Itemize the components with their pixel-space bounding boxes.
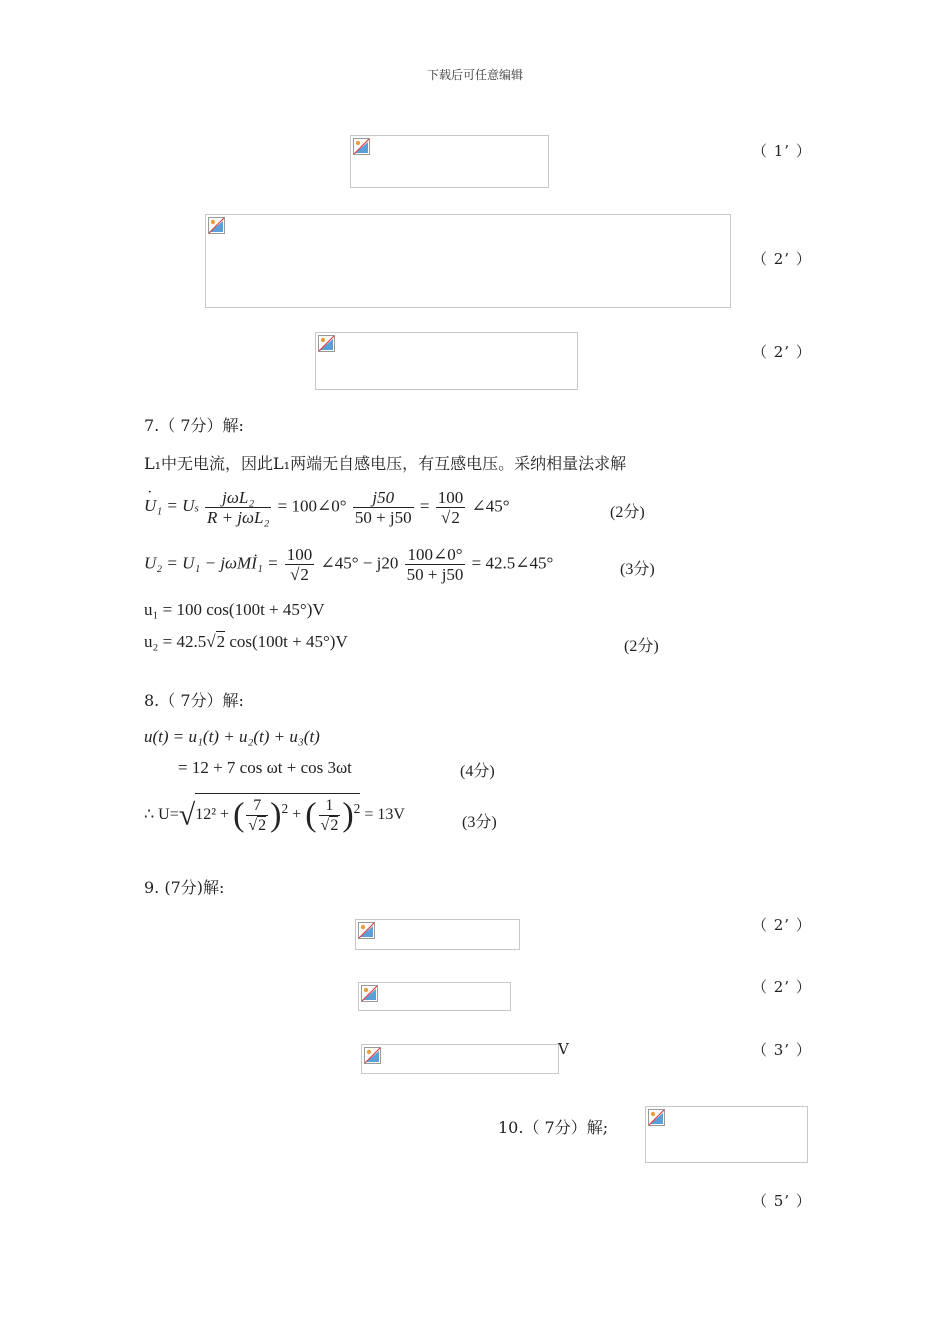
broken-image-icon [364,1047,381,1064]
points-label: (4分) [460,763,495,780]
broken-image-icon [318,335,335,352]
fraction: $\frac{\text{jωL₂}}{\text{R + jωL₂}}$ [206,488,270,527]
eq-lhs: ˙ U₁ = U [144,496,194,515]
formula-image-1 [350,135,549,188]
score-mark: （ 2’ ） [752,343,812,361]
formula-image-3 [315,332,578,390]
points-label: (2分) [624,638,659,655]
points-label: (2分) [610,504,645,521]
fraction: $\frac{j50}{50 + j50}$ [354,488,412,527]
unit-label: V [558,1040,569,1058]
q8-line-1: u(t) = u₁(t) + u₂(t) + u₃(t) [144,727,320,746]
q8-heading: 8.（ 7分）解: [144,691,244,710]
score-mark: （ 1’ ） [752,142,812,160]
fraction: $\frac{100}{√2}$ [437,488,464,527]
score-mark: （ 3’ ） [752,1041,812,1059]
score-mark: （ 2’ ） [752,250,812,268]
formula-image-2 [205,214,731,308]
q9-heading: 9. (7分)解: [144,878,225,897]
q7-u2: u₂ = 42.5√2 cos(100t + 45°)V [144,632,348,651]
q7-equation-2: U₂ = U₁ − jωMİ₁ = $\frac{100}{√2}$ ∠45° − j20 $\frac{100\angle 0^\circ}{50 + j50}$ = 42.5∠45° [144,545,554,584]
fraction: $\frac{100}{√2}$ [286,545,313,584]
q10-heading: 10.（ 7分）解; [498,1118,609,1137]
q7-u1: u₁ = 100 cos(100t + 45°)V [144,600,325,619]
formula-image-5 [358,982,511,1011]
q7-equation-1: ˙ U₁ = Us $\frac{\text{jωL₂}}{\text{R + jωL₂}}$ = 100∠0° $\frac{j50}{50 + j50}$ = $\frac{100}{√2}$ ∠45° [144,488,510,527]
points-label: (3分) [620,561,655,578]
broken-image-icon [361,985,378,1002]
q8-line-3: ∴ U=√12² + ( $\frac{7}{√2}$ )$^2$ + ( $\frac{1}{√2}$ )$^2$ = 13V [144,793,405,835]
page-header: 下载后可任意编辑 [426,68,523,82]
fraction: $\frac{100\angle 0^\circ}{50 + j50}$ [406,545,464,584]
q7-intro: L₁中无电流，因此L₁两端无自感电压，有互感电压。采纳相量法求解 [144,454,627,473]
formula-image-6 [361,1044,559,1074]
formula-image-7 [645,1106,808,1163]
broken-image-icon [648,1109,665,1126]
broken-image-icon [353,138,370,155]
broken-image-icon [208,217,225,234]
formula-image-4 [355,919,520,950]
q8-line-2: = 12 + 7 cos ωt + cos 3ωt [178,758,352,777]
points-label: (3分) [462,814,497,831]
score-mark: （ 5’ ） [752,1192,812,1210]
score-mark: （ 2’ ） [752,916,812,934]
broken-image-icon [358,922,375,939]
score-mark: （ 2’ ） [752,978,812,996]
q7-heading: 7.（ 7分）解: [144,416,244,435]
